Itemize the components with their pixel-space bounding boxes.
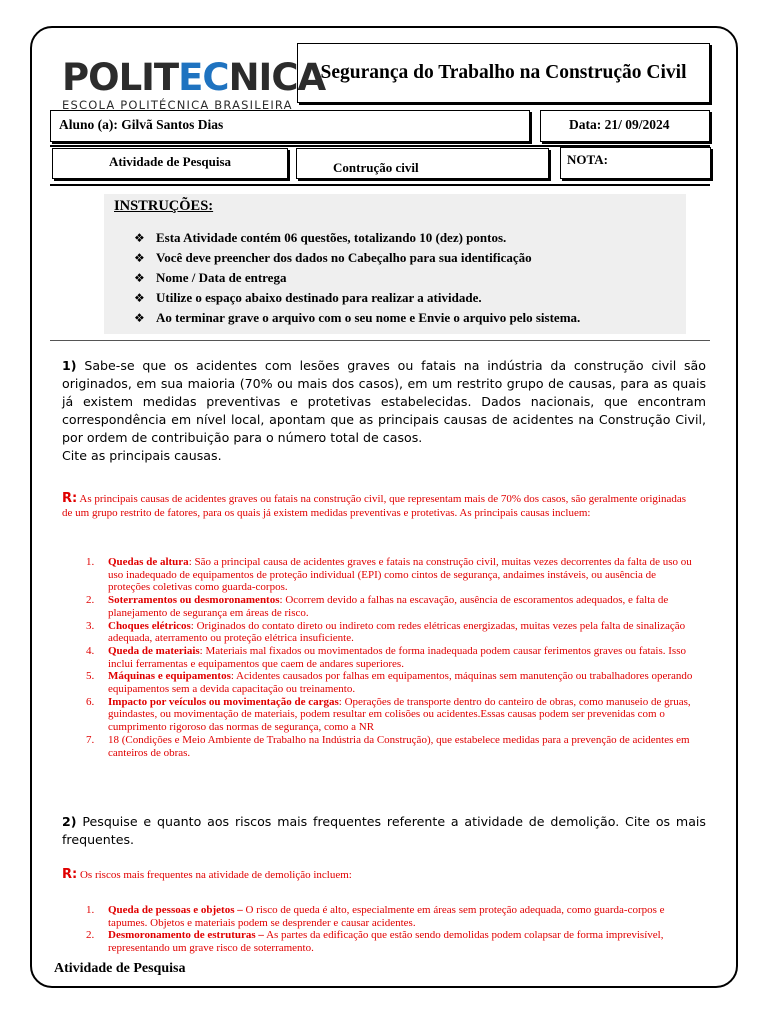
grade-field: NOTA: [560, 147, 711, 179]
question-1-cite: Cite as principais causas. [62, 448, 222, 463]
diamond-bullet-icon: ❖ [134, 311, 145, 325]
divider [50, 184, 710, 186]
diamond-bullet-icon: ❖ [134, 291, 145, 305]
list-item: ❖ Ao terminar grave o arquivo com o seu nome e Envie o arquivo pelo sistema. [134, 310, 581, 325]
list-item: 1. Queda de pessoas e objetos – O risco de queda é alto, especialmente em áreas sem proteção adequada, como guarda-corpos e tapumes. Objetos e materiais podem se desprender e causar acidentes. [86, 904, 665, 929]
list-item: 3. Choques elétricos: Originados do contato direto ou indireto com redes elétricas energizadas, muitas vezes pela falta de sinalização adequada, aterramento ou proteção elétrica insuficiente. [86, 619, 686, 645]
list-item: 7. 18 (Condições e Meio Ambiente de Trabalho na Indústria da Construção), que estabelece medidas para a prevenção de acidentes em canteiros de obras. [86, 733, 690, 759]
list-item: ❖ Você deve preencher dos dados no Cabeçalho para sua identificação [134, 250, 532, 265]
course-name: Contrução civil [296, 148, 549, 179]
answer-1-intro: R: As principais causas de acidentes graves ou fatais na construção civil, que representam mais de 70% dos casos, são geralmente originadas de um grupo restrito de fatores, para os quais já existem medidas preventivas e protetivas. As principais causas incluem: [62, 491, 687, 519]
instructions-panel [104, 194, 686, 334]
question-2: 2) Pesquise e quanto aos riscos mais frequentes referente a atividade de demolição. Cite os mais frequentes. [62, 814, 706, 847]
footer-label: Atividade de Pesquisa [54, 961, 186, 976]
diamond-bullet-icon: ❖ [134, 231, 145, 245]
list-item: 6. Impacto por veículos ou movimentação de cargas: Operações de transporte dentro do canteiro de obras, como manuseio de gruas, guindastes, ou movimentação de materiais, podem resultar em colisões ou acidentes.Essas causas podem ser prevenidas com o cumprimento rigoroso das normas de segurança, como a NR [86, 695, 691, 734]
logo-wordmark: POLITECNICA [62, 56, 326, 99]
list-item: 5. Máquinas e equipamentos: Acidentes causados por falhas em equipamentos, máquinas sem manutenção ou trabalhadores operando equipamentos sem a devida capacitação ou treinamento. [86, 670, 693, 696]
instructions-title: INSTRUÇÕES: [114, 198, 214, 214]
list-item: 4. Queda de materiais: Materiais mal fixados ou movimentados de forma inadequada podem causar ferimentos graves ou fatais. Isso inclui ferramentas e equipamentos que caem de andares superiores. [86, 644, 686, 670]
diamond-bullet-icon: ❖ [134, 251, 145, 265]
activity-type: Atividade de Pesquisa [52, 148, 288, 179]
answer-2-intro: R: Os riscos mais frequentes na atividade de demolição incluem: [62, 867, 352, 882]
section-divider [50, 340, 710, 341]
logo [62, 56, 326, 112]
list-item: 2. Desmoronamento de estruturas – As partes da edificação que estão sendo demolidas podem colapsar de forma imprevisível, representando um grave risco de soterramento. [86, 929, 664, 955]
diamond-bullet-icon: ❖ [134, 271, 145, 285]
list-item: ❖ Utilize o espaço abaixo destinado para realizar a atividade. [134, 290, 482, 305]
list-item: ❖ Esta Atividade contém 06 questões, totalizando 10 (dez) pontos. [134, 230, 507, 245]
list-item: 1. Quedas de altura: São a principal causa de acidentes graves e fatais na construção civil, muitas vezes decorrentes da falta de uso ou uso inadequado de equipamentos de proteção individual (EPI) como cintos de segurança, andaimes instáveis, ou ausência de proteções coletivas como guarda-corpos. [86, 556, 692, 594]
list-item: ❖ Nome / Data de entrega [134, 270, 287, 285]
answer-2-list [86, 904, 700, 955]
list-item: 2. Soterramentos ou desmoronamentos: Ocorrem devido a falhas na escavação, ausência de escoramentos adequados, e falta de planejamento de segurança em áreas de risco. [86, 594, 669, 619]
answer-1-list [86, 556, 700, 759]
student-name: Aluno (a): Gilvã Santos Dias [50, 110, 530, 142]
course-title: Segurança do Trabalho na Construção Civil [297, 43, 710, 103]
logo-subtitle: ESCOLA POLITÉCNICA BRASILEIRA [62, 98, 293, 112]
instructions-list [134, 230, 580, 330]
question-1: 1) Sabe-se que os acidentes com lesões graves ou fatais na indústria da construção civil são originados, em sua maioria (70% ou mais dos casos), em um restrito grupo de causas, para as quais já existem medidas preventivas e protetivas estabelecidas. Dados nacionais, que encontram correspondência em nível local, apontam que as principais causas de acidentes na Construção Civil, por ordem de contribuição para o número total de casos. Cite as principais causas. [62, 358, 706, 463]
date-field: Data: 21/ 09/2024 [540, 110, 710, 142]
